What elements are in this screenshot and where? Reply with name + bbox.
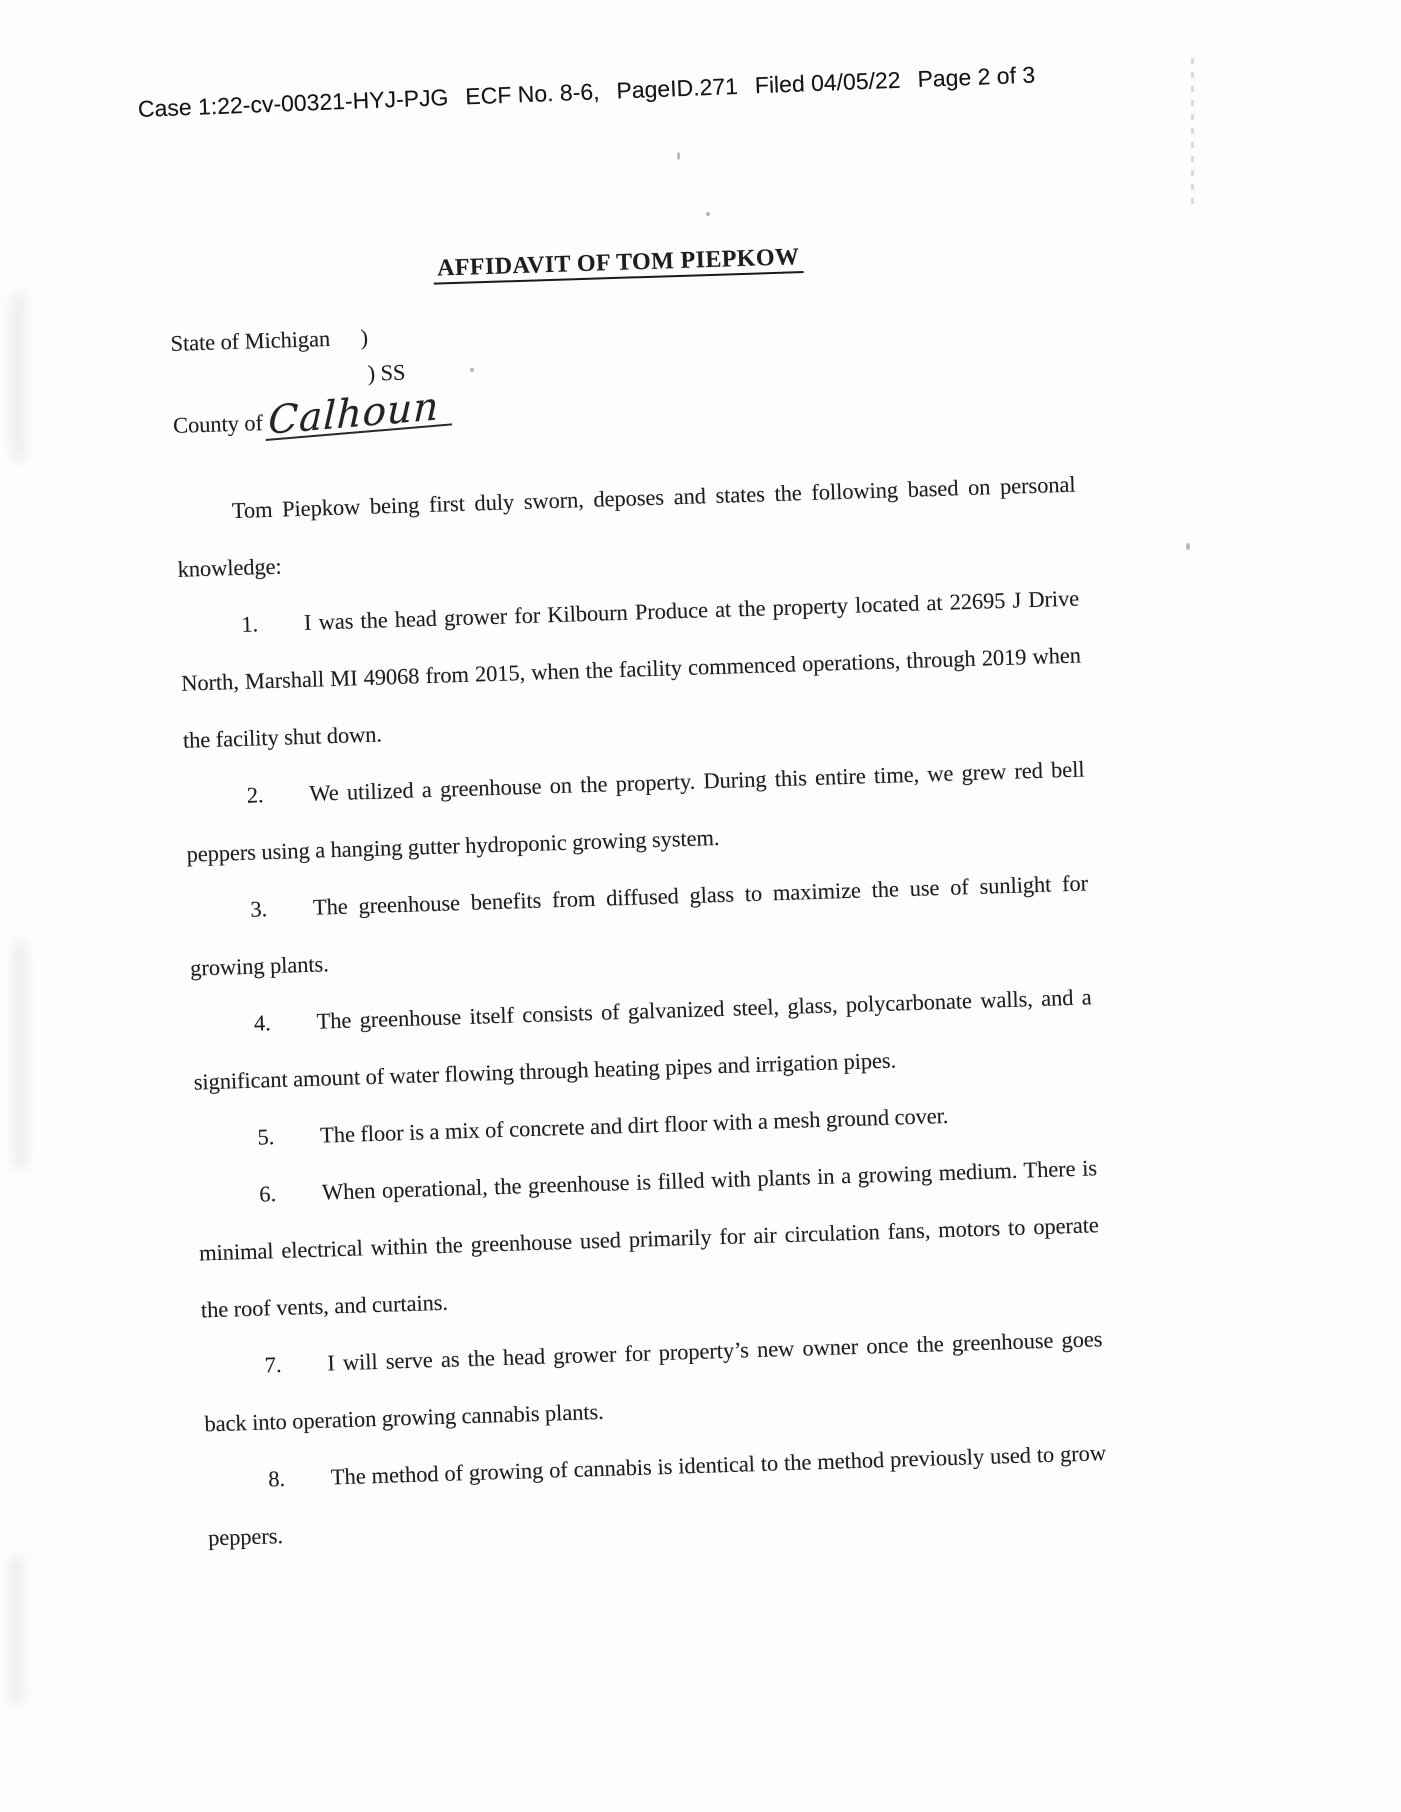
ss-label: ) SS xyxy=(367,359,406,386)
item-number: 6. xyxy=(258,1181,277,1207)
jurat-paren: ) xyxy=(360,324,369,350)
jurat-block xyxy=(170,298,1073,444)
page-id: PageID.271 xyxy=(615,72,739,104)
filed-date: Filed 04/05/22 xyxy=(754,66,902,99)
affidavit-item-6 xyxy=(196,1139,1101,1338)
scan-artifact-right-dashes xyxy=(1191,58,1194,208)
tab-spacer xyxy=(276,1200,322,1201)
scan-artifact-smudge xyxy=(10,1555,23,1705)
item-text: The greenhouse itself consists of galvanized steel, glass, polycarbonate walls, and a significant amount of water flowing through heating pipes and irrigation pipes. xyxy=(193,984,1092,1095)
scan-speck xyxy=(706,212,710,216)
scan-artifact-smudge xyxy=(14,940,27,1170)
document-title: AFFIDAVIT OF TOM PIEPKOW xyxy=(433,244,804,285)
item-number: 4. xyxy=(253,1010,272,1036)
item-text: I was the head grower for Kilbourn Produce at the property located at 22695 J Drive North, Marshall MI 49068 from 2015, when the facility commenced operations, through 2019 when the facility shut down. xyxy=(180,585,1082,753)
item-number: 1. xyxy=(241,611,259,637)
tab-spacer xyxy=(258,630,304,631)
tab-spacer xyxy=(282,1371,328,1372)
court-filing-stamp xyxy=(137,62,1035,123)
item-number: 7. xyxy=(264,1351,282,1378)
item-text: I will serve as the head grower for property’s new owner once the greenhouse goes back into operation growing cannabis plants. xyxy=(204,1326,1103,1437)
tab-spacer xyxy=(264,801,310,802)
title-row xyxy=(168,234,1068,292)
item-text: When operational, the greenhouse is filled with plants in a growing medium. There is minimal electrical within the greenhouse used primarily for air circulation fans, motors to operate the roof vents, and curtains. xyxy=(198,1155,1100,1323)
page-number: Page 2 of 3 xyxy=(917,61,1036,93)
item-number: 8. xyxy=(267,1465,286,1492)
case-number: Case 1:22-cv-00321-HYJ-PJG xyxy=(137,84,449,122)
county-handwritten-signature: Calhoun xyxy=(265,389,453,441)
county-label: County of xyxy=(172,410,264,438)
tab-spacer xyxy=(271,1029,317,1030)
scan-artifact-smudge xyxy=(12,292,25,462)
scan-speck xyxy=(1186,543,1190,550)
tab-spacer xyxy=(274,1143,320,1144)
item-text: The floor is a mix of concrete and dirt floor with a mesh ground cover. xyxy=(319,1102,949,1148)
item-number: 3. xyxy=(249,896,268,922)
scan-speck xyxy=(677,152,680,160)
tab-spacer xyxy=(267,915,313,916)
item-number: 5. xyxy=(257,1124,275,1150)
item-text: We utilized a greenhouse on the property. During this entire time, we grew red bell peppers using a hanging gutter hydroponic growing system. xyxy=(186,756,1085,867)
item-number: 2. xyxy=(246,782,264,808)
ecf-number: ECF No. 8-6, xyxy=(464,78,600,110)
item-text: The greenhouse benefits from diffused glass to maximize the use of sunlight for growing plants. xyxy=(189,870,1089,981)
intro-paragraph: Tom Piepkow being first duly sworn, deposes and states the following based on personal knowledge: xyxy=(177,471,1076,582)
state-label: State of Michigan xyxy=(170,325,331,356)
item-text: The method of growing of cannabis is identical to the method previously used to grow peppers. xyxy=(207,1440,1107,1551)
tab-spacer xyxy=(285,1484,331,1485)
affidavit-content xyxy=(168,234,1109,1567)
affidavit-item-1 xyxy=(179,570,1084,769)
